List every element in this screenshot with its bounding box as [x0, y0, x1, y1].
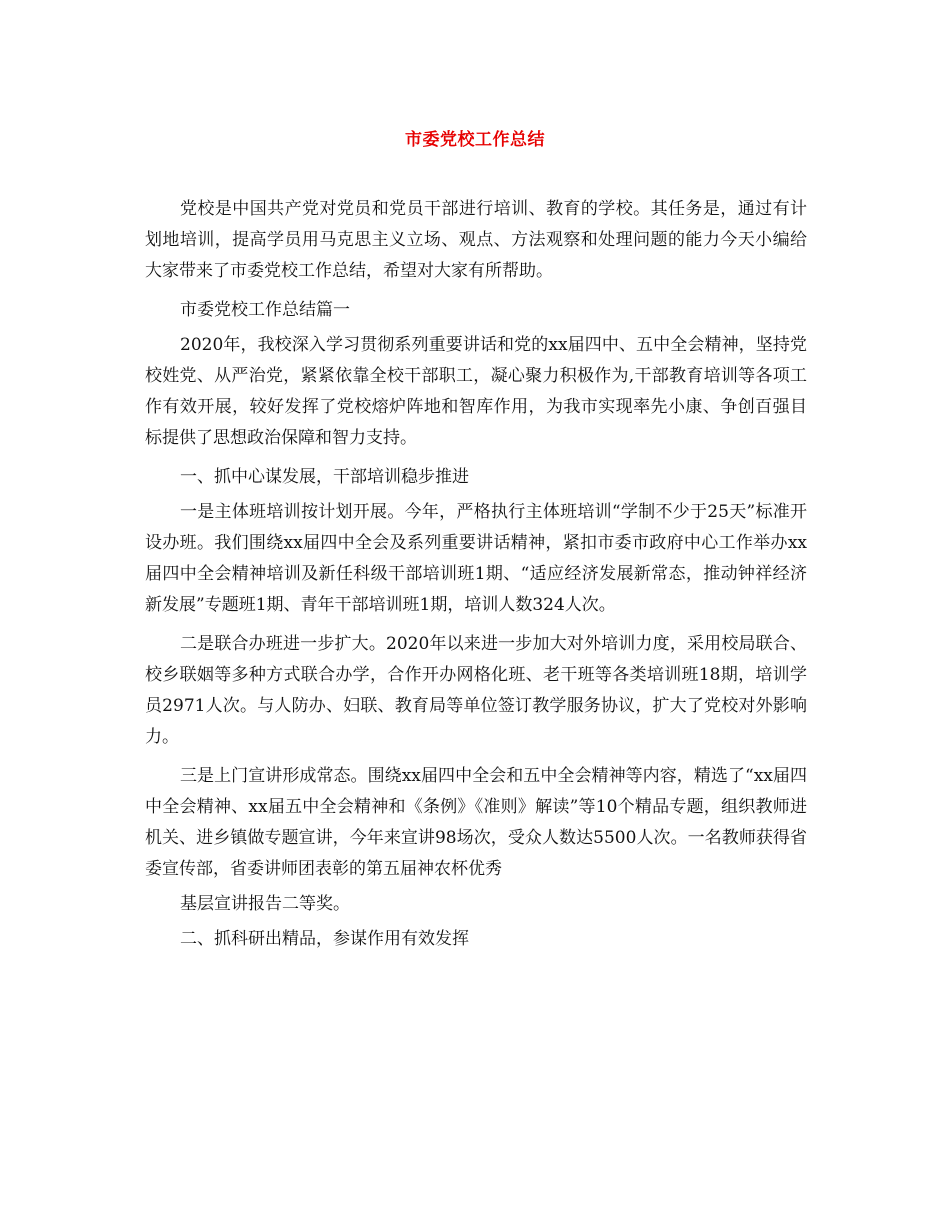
- section-heading-one: 一、抓中心谋发展，干部培训稳步推进: [180, 467, 469, 487]
- paragraph-overview: 2020年，我校深入学习贯彻系列重要讲话和党的xx届四中、五中全会精神，坚持党校姓党、从严治党，紧紧依靠全校干部职工，凝心聚力积极作为,干部教育培训等各项工作有效开展，较好发挥了党校熔炉阵地和智库作用，为我市实现率先小康、争创百强目标提供了思想政治保障和智力支持。: [145, 335, 807, 448]
- section-heading-part-one: 市委党校工作总结篇一: [180, 300, 350, 320]
- paragraph-lectures: 三是上门宣讲形成常态。围绕xx届四中全会和五中全会精神等内容，精选了“xx届四中全会精神、xx届五中全会精神和《条例》《准则》解读”等10个精品专题，组织教师进机关、进乡镇做专题宣讲，今年来宣讲98场次，受众人数达5500人次。一名教师获得省委宣传部，省委讲师团表彰的第五届神农杯优秀: [145, 766, 807, 879]
- paragraph-main-class: 一是主体班培训按计划开展。今年，严格执行主体班培训“学制不少于25天”标准开设办班。我们围绕xx届四中全会及系列重要讲话精神，紧扣市委市政府中心工作举办xx届四中全会精神培训及新任科级干部培训班1期、“适应经济发展新常态，推动钟祥经济新发展”专题班1期、青年干部培训班1期，培训人数324人次。: [145, 502, 807, 615]
- paragraph-joint-class: 二是联合办班进一步扩大。2020年以来进一步加大对外培训力度，采用校局联合、校乡联姻等多种方式联合办学，合作开办网格化班、老干班等各类培训班18期，培训学员2971人次。与人防办、妇联、教育局等单位签订教学服务协议，扩大了党校对外影响力。: [145, 634, 807, 747]
- paragraph-award: 基层宣讲报告二等奖。: [180, 894, 350, 914]
- paragraph-intro: 党校是中国共产党对党员和党员干部进行培训、教育的学校。其任务是，通过有计划地培训，提高学员用马克思主义立场、观点、方法观察和处理问题的能力今天小编给大家带来了市委党校工作总结，希望对大家有所帮助。: [145, 199, 807, 281]
- document-body: [145, 194, 807, 963]
- document-title: 市委党校工作总结: [405, 130, 545, 150]
- section-heading-two: 二、抓科研出精品，参谋作用有效发挥: [180, 929, 469, 949]
